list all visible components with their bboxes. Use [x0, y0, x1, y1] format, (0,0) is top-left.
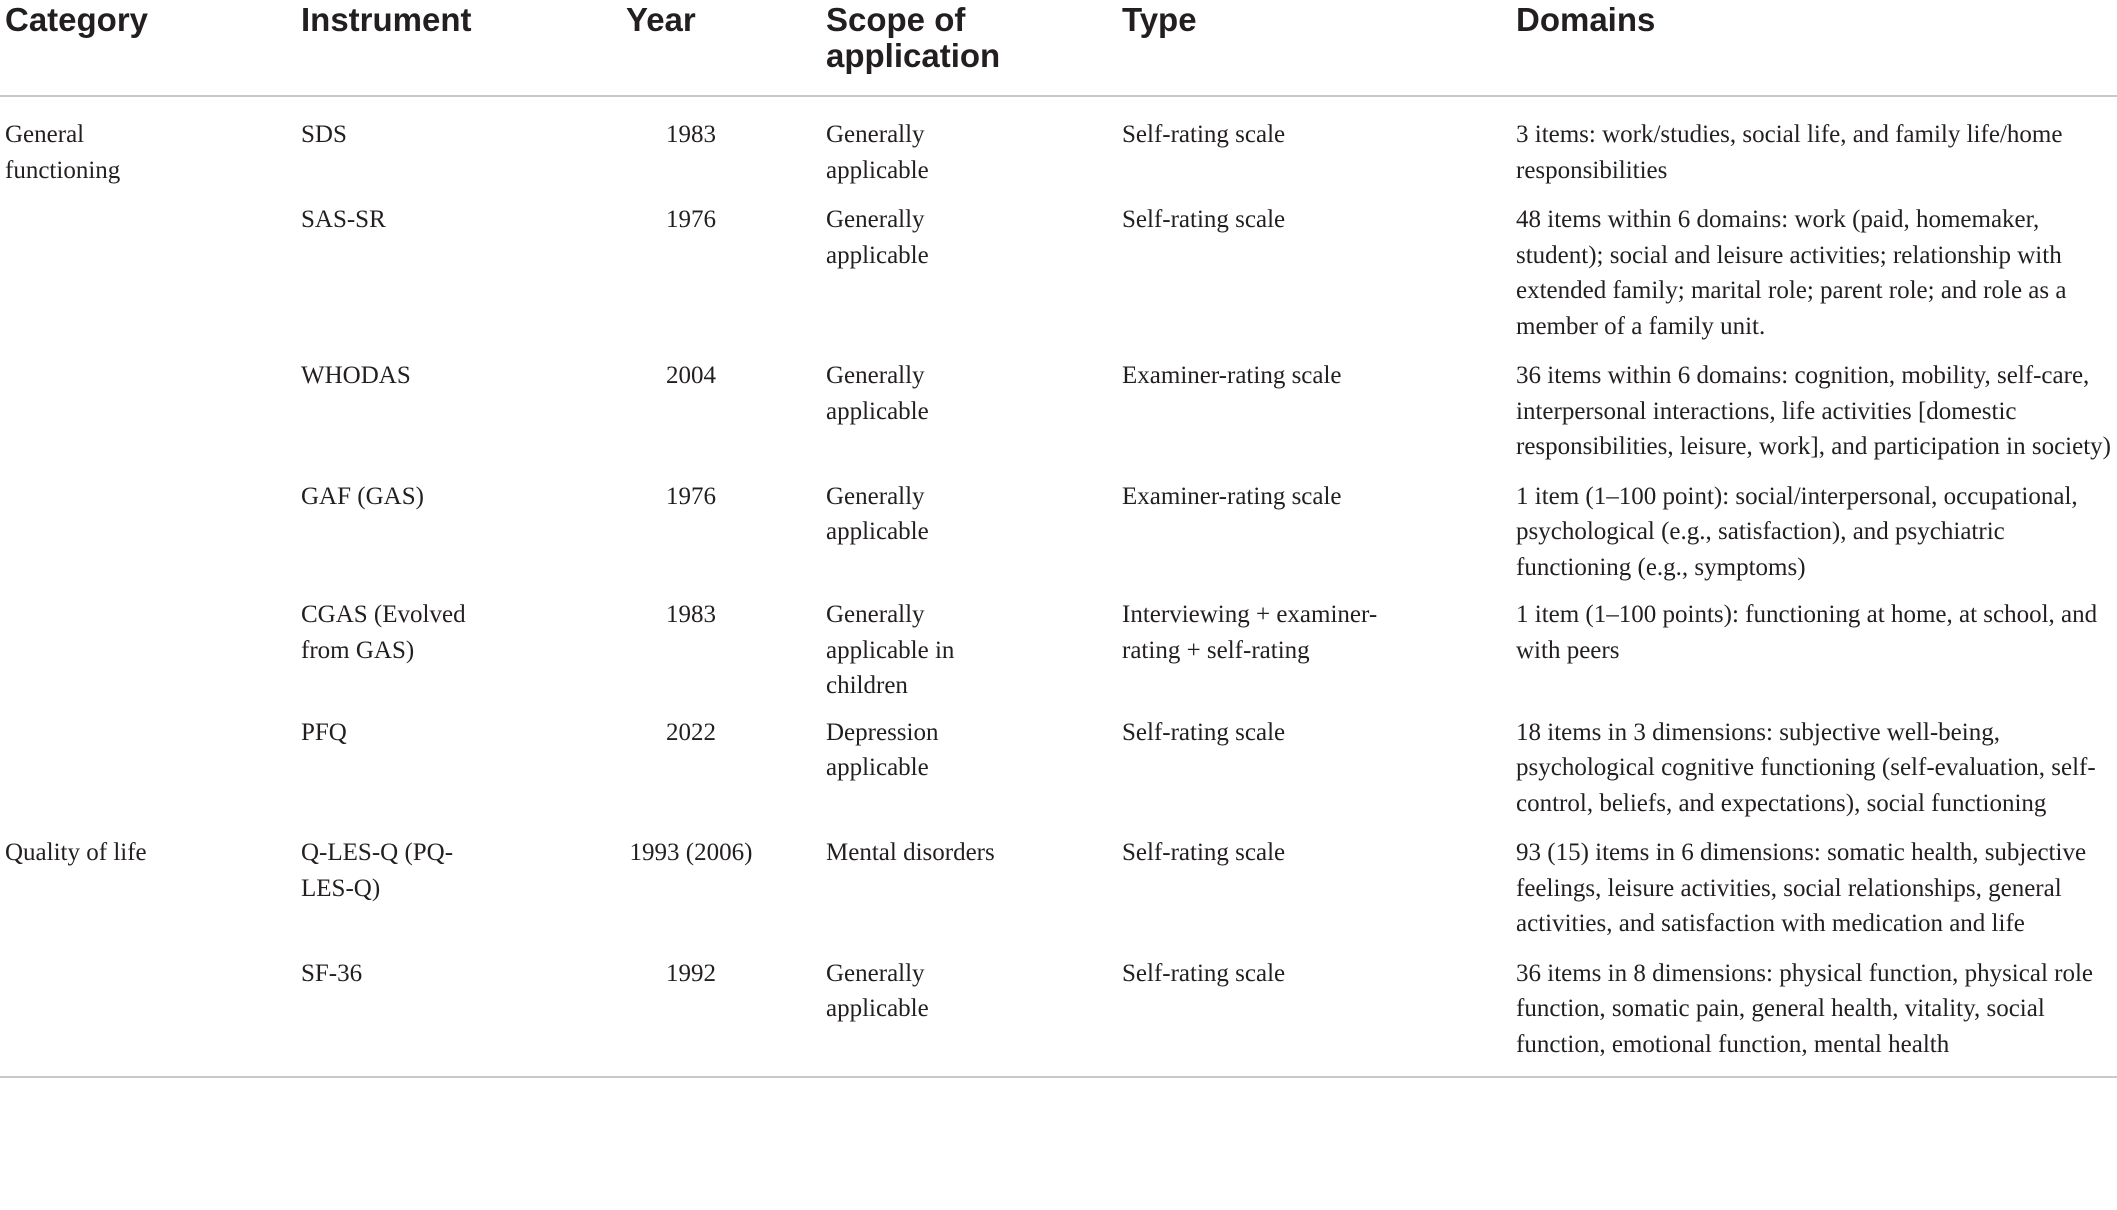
cell-year: 1983 — [666, 601, 716, 628]
cell-instrument: SF-36 — [301, 956, 556, 1078]
cell-scope: Generally applicable — [826, 206, 929, 269]
cell-scope: Generally applicable — [826, 121, 929, 184]
cell-domains: 18 items in 3 dimensions: subjective well-being, psychological cognitive functioning (self-evaluation, self-control, beliefs, and expectations), social functioning — [1516, 718, 2096, 817]
cell-instrument: WHODAS — [301, 362, 411, 389]
cell-instrument: SAS-SR — [301, 206, 386, 233]
cell-scope: Generally applicable — [826, 362, 929, 425]
cell-category — [0, 715, 301, 836]
cell-scope: Generally applicable in children — [826, 601, 955, 699]
cell-category — [0, 479, 301, 598]
cell-type: Interviewing + examiner-rating + self-rating — [1122, 601, 1378, 664]
cell-year: 1993 (2006) — [629, 839, 753, 866]
cell-type: Self-rating scale — [1122, 718, 1286, 746]
table-row — [0, 956, 2117, 1078]
table-row — [0, 597, 2117, 715]
cell-scope: Mental disorders — [826, 839, 995, 866]
cell-instrument: CGAS (Evolved from GAS) — [301, 601, 466, 664]
cell-domains: 1 item (1–100 point): social/interpersonal, occupational, psychological (e.g., satisfaction), and psychiatric functioning (e.g., symptoms) — [1516, 482, 2078, 581]
header-type: Type — [1122, 0, 1516, 96]
table-row — [0, 479, 2117, 598]
cell-type: Examiner-rating scale — [1122, 362, 1342, 389]
table-row — [0, 835, 2117, 956]
cell-category — [0, 358, 301, 479]
cell-category: General functioning — [5, 121, 121, 184]
header-category: Category — [0, 0, 301, 96]
cell-year: 1976 — [666, 206, 716, 233]
cell-scope: Generally applicable — [826, 956, 1122, 1078]
cell-category — [0, 956, 301, 1078]
cell-domains: 93 (15) items in 6 dimensions: somatic health, subjective feelings, leisure activities, social relationships, general activities, and satisfaction with medication and life — [1516, 839, 2087, 937]
header-scope: Scope of application — [826, 0, 1122, 96]
cell-type: Self-rating scale — [1122, 121, 1286, 148]
cell-year: 1976 — [666, 482, 716, 510]
cell-domains: 48 items within 6 domains: work (paid, homemaker, student); social and leisure activities; relationship with extended family; marital role; parent role; and role as a member of a family unit. — [1516, 206, 2067, 340]
cell-type: Self-rating scale — [1122, 839, 1286, 866]
header-year: Year — [556, 0, 826, 96]
cell-instrument: GAF (GAS) — [301, 482, 424, 510]
table-row — [0, 358, 2117, 479]
cell-year: 2022 — [666, 718, 716, 746]
cell-category — [0, 202, 301, 358]
table-row — [0, 96, 2117, 202]
cell-year: 1992 — [556, 956, 826, 1078]
cell-type: Self-rating scale — [1122, 956, 1516, 1078]
cell-domains: 1 item (1–100 points): functioning at home, at school, and with peers — [1516, 601, 2098, 664]
cell-category — [0, 597, 301, 715]
cell-type: Self-rating scale — [1122, 206, 1286, 233]
cell-scope: Depression applicable — [826, 718, 939, 781]
cell-type: Examiner-rating scale — [1122, 482, 1342, 510]
header-instrument: Instrument — [301, 0, 556, 96]
cell-year: 1983 — [666, 121, 716, 148]
cell-year: 2004 — [666, 362, 716, 389]
cell-category: Quality of life — [5, 839, 147, 866]
table-row — [0, 715, 2117, 836]
cell-instrument: Q-LES-Q (PQ-LES-Q) — [301, 839, 454, 902]
table-row — [0, 202, 2117, 358]
cell-instrument: SDS — [301, 121, 347, 148]
cell-instrument: PFQ — [301, 718, 347, 746]
cell-scope: Generally applicable — [826, 482, 929, 545]
cell-domains: 36 items within 6 domains: cognition, mobility, self-care, interpersonal interactions, life activities [domestic responsibilities, leisure, work], and participation in society) — [1516, 362, 2111, 460]
header-domains: Domains — [1516, 0, 2117, 96]
cell-domains: 36 items in 8 dimensions: physical function, physical role function, somatic pain, general health, vitality, social function, emotional function, mental health — [1516, 956, 2117, 1078]
table-header-row — [0, 0, 2117, 96]
cell-domains: 3 items: work/studies, social life, and family life/home responsibilities — [1516, 121, 2063, 184]
